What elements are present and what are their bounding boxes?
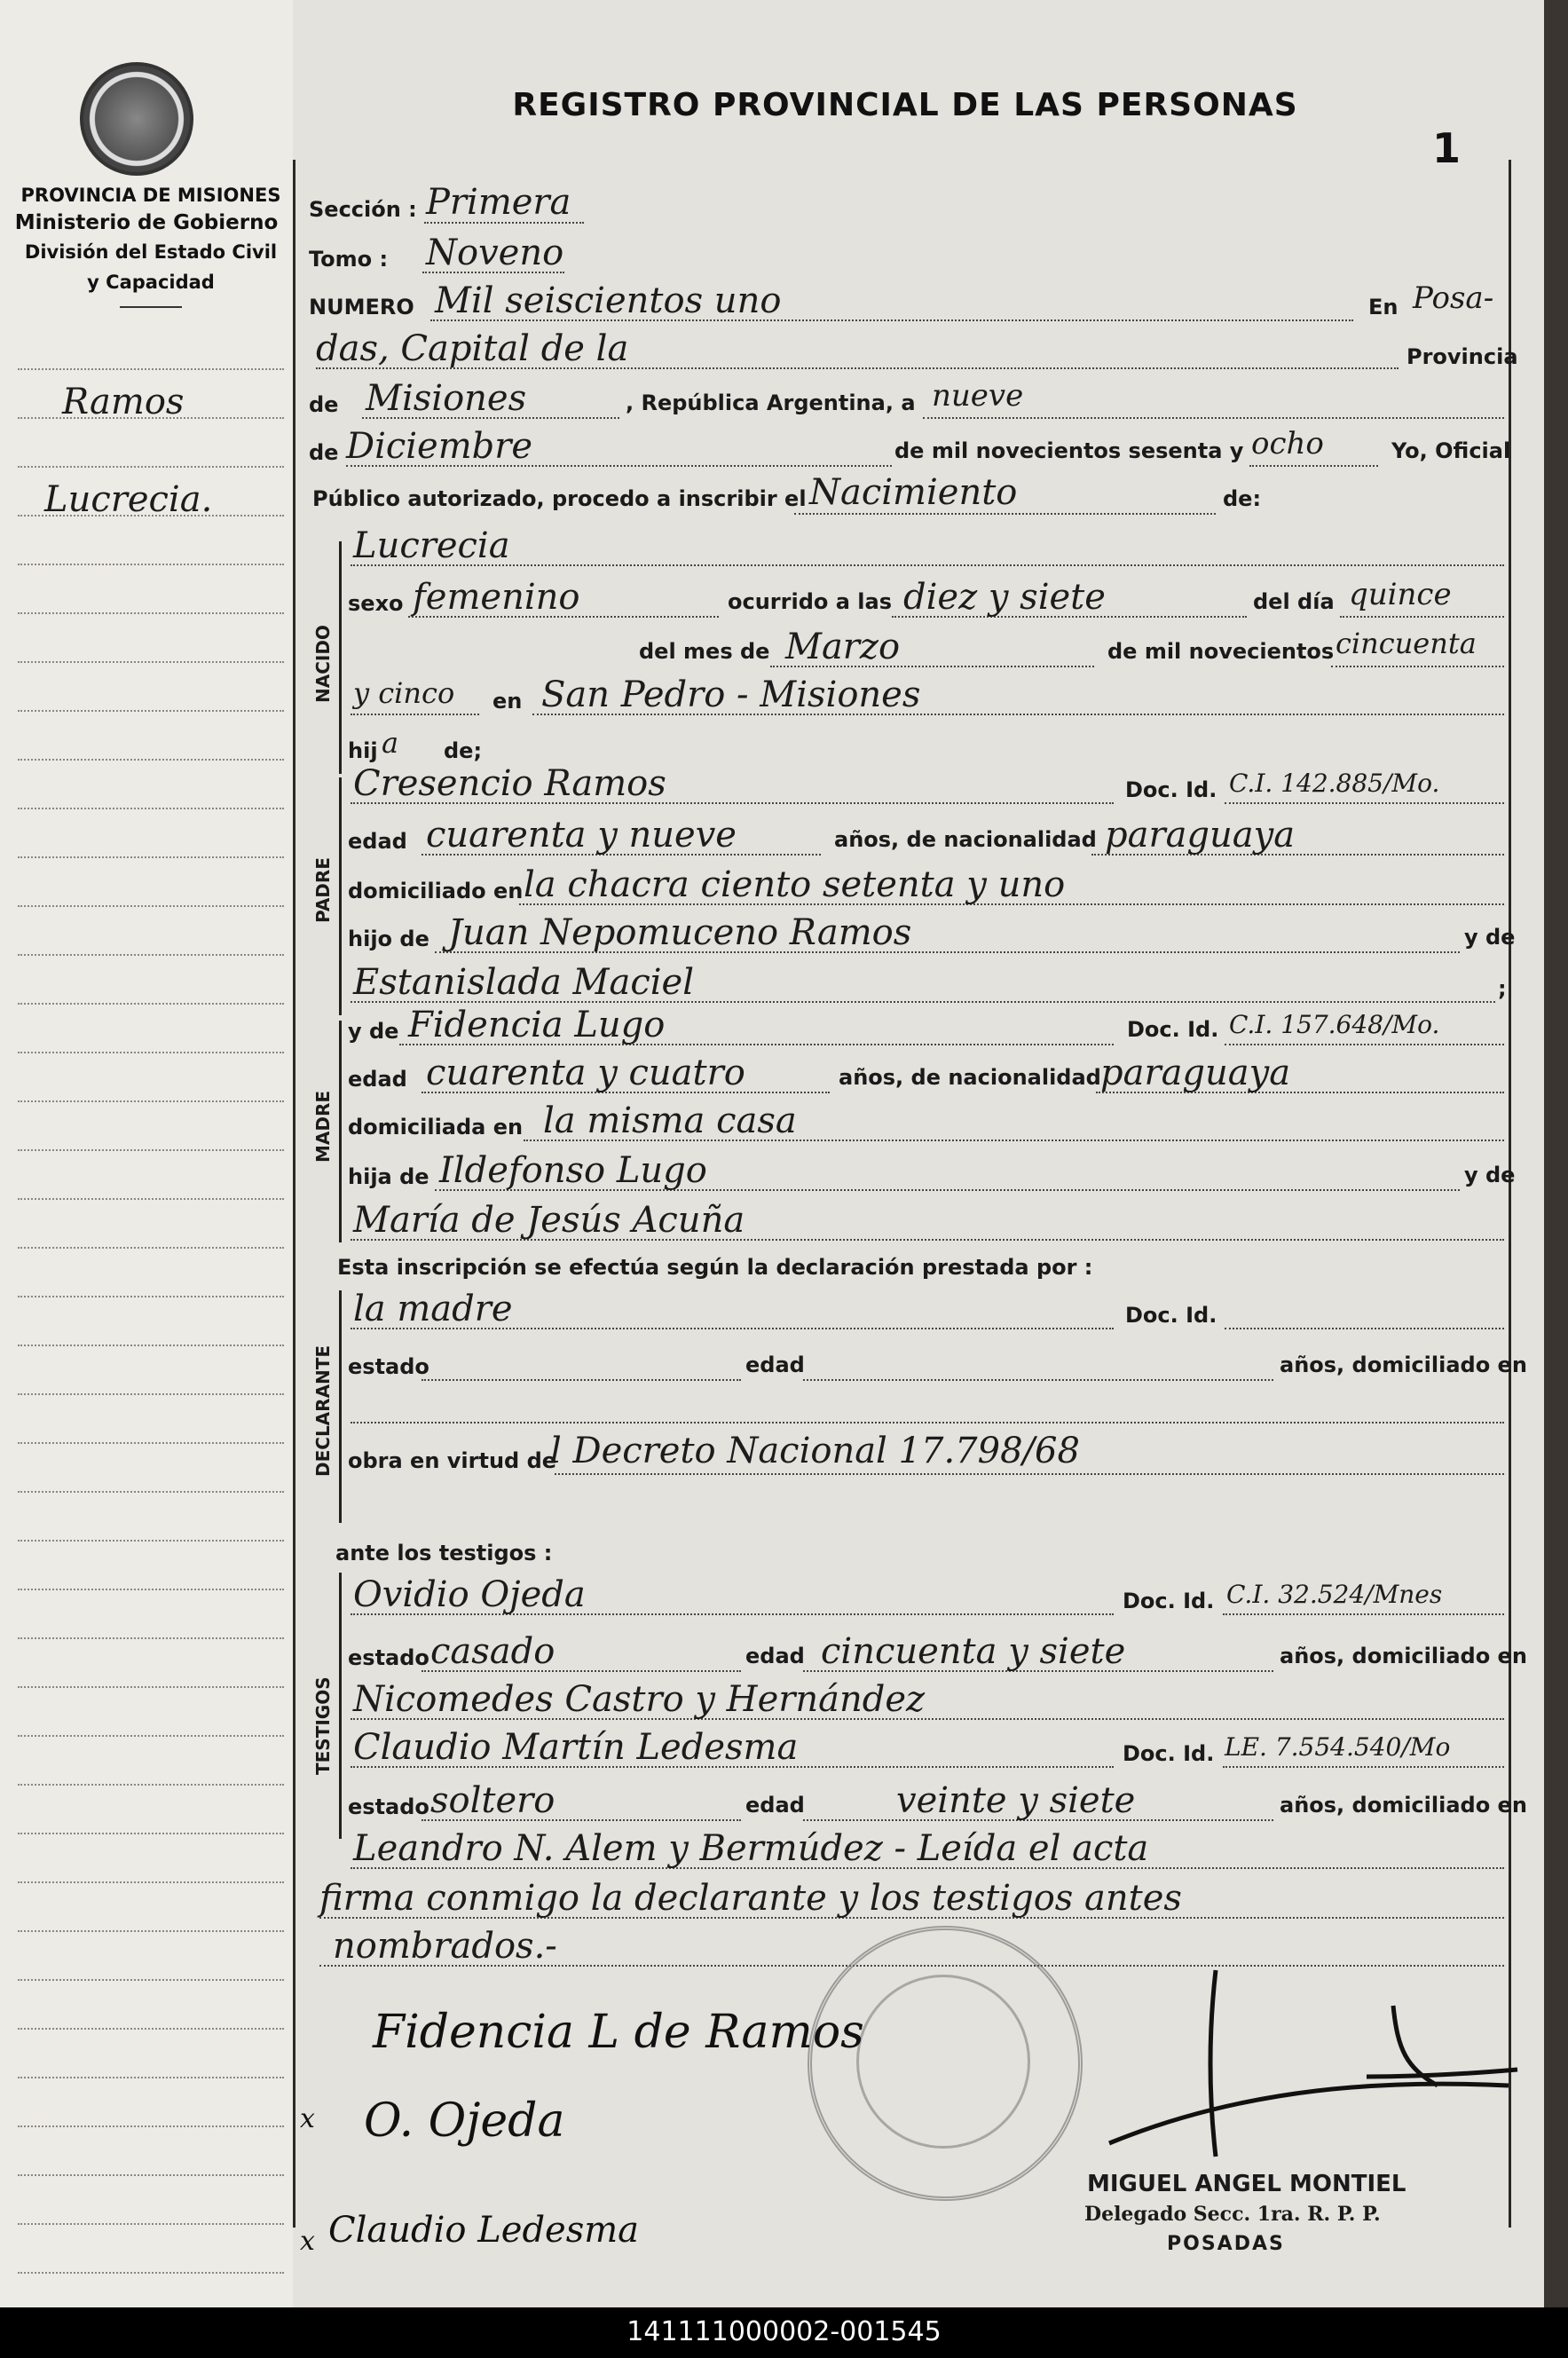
margin-rule-line: [18, 1930, 284, 1932]
margin-rule-line: [18, 1345, 284, 1346]
value-cierre-a: firma conmigo la declarante y los testigos antes: [319, 1878, 1182, 1919]
margin-rule-line: [18, 1393, 284, 1395]
page-number: 1: [1431, 124, 1461, 172]
value-testigo1-dom: Nicomedes Castro y Hernández: [353, 1679, 926, 1720]
margin-rule-line: [18, 1979, 284, 1981]
value-mes: Diciembre: [346, 426, 533, 467]
label-hijo-de: hijo de: [348, 927, 429, 951]
label-yo-oficial: Yo, Oficial: [1391, 438, 1511, 463]
label-del-mes: del mes de: [639, 639, 770, 664]
line-nombre: [351, 564, 1504, 566]
margin-given-name: Lucrecia.: [44, 479, 213, 520]
label-testigo2-edad: edad: [745, 1793, 805, 1818]
document-id: 141111000002-001545: [626, 2316, 942, 2347]
line-dia-nac: [1340, 616, 1504, 618]
margin-rule-line: [18, 954, 284, 956]
value-tomo: Noveno: [426, 233, 564, 273]
margin-rule-line: [18, 368, 284, 370]
label-padre-dom: domiciliado en: [348, 879, 524, 903]
value-abuelo-paterno: Juan Nepomuceno Ramos: [448, 912, 912, 953]
label-provincia: Provincia: [1406, 344, 1518, 369]
line-anio-nac-b: [351, 714, 479, 715]
declarante-bracket: [339, 1290, 342, 1523]
signature-mark-1: x: [300, 2103, 315, 2134]
official-signature-graphic: [976, 1952, 1526, 2183]
value-testigo2-dom: Leandro N. Alem y Bermúdez - Leída el acta: [353, 1828, 1149, 1869]
margin-rule-line: [18, 759, 284, 761]
label-tomo: Tomo :: [309, 247, 389, 272]
division-name: División del Estado Civil: [24, 241, 278, 263]
document-title: REGISTRO PROVINCIAL DE LAS PERSONAS: [512, 87, 1298, 123]
margin-rule-line: [18, 1881, 284, 1883]
value-mes-nac: Marzo: [785, 627, 901, 667]
line-padre-doc: [1225, 802, 1504, 804]
value-numero: Mil seiscientos uno: [435, 280, 782, 321]
label-madre-edad: edad: [348, 1067, 407, 1092]
line-acto: [794, 513, 1216, 515]
value-madre-nac: paraguaya: [1100, 1053, 1291, 1093]
label-semicolon: ;: [1498, 976, 1507, 1001]
label-padre-doc: Doc. Id.: [1125, 777, 1217, 802]
label-en-lugar: en: [492, 689, 523, 714]
margin-rule-line: [18, 1735, 284, 1737]
margin-rule-line: [18, 2223, 284, 2225]
label-de-mil: de mil novecientos sesenta y: [894, 438, 1244, 463]
value-madre-doc: C.I. 157.648/Mo.: [1229, 1010, 1440, 1039]
line-declarante-estado: [422, 1379, 741, 1381]
label-y-de-materno: y de: [1464, 1163, 1516, 1187]
official-name: MIGUEL ANGEL MONTIEL: [1087, 2171, 1406, 2197]
side-label-padre: PADRE: [312, 857, 334, 923]
label-publico: Público autorizado, procedo a inscribir el: [312, 486, 807, 511]
label-testigo1-dom: años, domiciliado en: [1280, 1644, 1527, 1668]
label-seccion: Sección :: [309, 197, 417, 222]
value-padre-doc: C.I. 142.885/Mo.: [1229, 769, 1440, 798]
division-capacity: y Capacidad: [87, 272, 215, 293]
value-madre-edad: cuarenta y cuatro: [426, 1053, 745, 1093]
margin-rule-line: [18, 466, 284, 468]
value-anio-nac-b: y cinco: [353, 676, 455, 710]
margin-rule-line: [18, 1637, 284, 1639]
label-testigo1-estado: estado: [348, 1645, 429, 1670]
margin-rule-line: [18, 1589, 284, 1590]
side-label-declarante: DECLARANTE: [312, 1345, 334, 1477]
margin-rule-line: [18, 1784, 284, 1786]
side-label-testigos: TESTIGOS: [312, 1676, 334, 1775]
margin-rule-line: [18, 1052, 284, 1053]
label-madre-nac: años, de nacionalidad: [839, 1065, 1101, 1090]
label-testigo2-doc: Doc. Id.: [1123, 1741, 1215, 1766]
label-hij: hij: [348, 738, 378, 763]
margin-rule-line: [18, 1491, 284, 1493]
province-seal-icon: [80, 62, 193, 176]
value-sexo: femenino: [413, 577, 580, 618]
label-y-de-madre: y de: [348, 1019, 399, 1044]
value-testigo2: Claudio Martín Ledesma: [353, 1727, 799, 1768]
label-sexo: sexo: [348, 591, 404, 616]
official-role: Delegado Secc. 1ra. R. P. P.: [1084, 2203, 1381, 2226]
label-de-mil-nov: de mil novecientos: [1107, 639, 1335, 664]
value-testigo2-estado: soltero: [430, 1780, 555, 1821]
label-declarante-doc: Doc. Id.: [1125, 1303, 1217, 1328]
margin-rule-line: [18, 1296, 284, 1297]
label-obra: obra en virtud de: [348, 1448, 557, 1473]
side-label-madre: MADRE: [312, 1090, 334, 1163]
value-cierre-b: nombrados.-: [333, 1926, 557, 1967]
line-obra: [555, 1473, 1504, 1475]
line-declarante-edad: [803, 1379, 1273, 1381]
margin-rule-line: [18, 1100, 284, 1102]
margin-rule-line: [18, 710, 284, 712]
margin-rule-line: [18, 1686, 284, 1688]
value-declarante: la madre: [353, 1289, 513, 1329]
value-testigo1: Ovidio Ojeda: [353, 1574, 586, 1615]
province-name: PROVINCIA DE MISIONES: [20, 185, 281, 206]
ministry-name: Ministerio de Gobierno: [14, 211, 279, 234]
side-label-nacido: NACIDO: [312, 625, 334, 703]
value-padre-dom: la chacra ciento setenta y uno: [524, 864, 1066, 905]
margin-rule-line: [18, 808, 284, 809]
left-border-line: [293, 160, 295, 2228]
value-provincia: Misiones: [366, 378, 527, 419]
value-padre-edad: cuarenta y nueve: [426, 815, 737, 856]
label-testigos: ante los testigos :: [335, 1541, 553, 1565]
value-madre-dom: la misma casa: [543, 1100, 797, 1141]
margin-surname: Ramos: [62, 382, 185, 422]
madre-bracket: [339, 1021, 342, 1242]
value-testigo2-edad: veinte y siete: [896, 1780, 1136, 1821]
right-border-line: [1509, 160, 1511, 2228]
label-numero: NUMERO: [309, 295, 414, 319]
line-testigo1-doc: [1223, 1613, 1504, 1615]
value-abuela-paterna: Estanislada Maciel: [353, 962, 695, 1003]
label-testigo2-estado: estado: [348, 1794, 429, 1819]
value-padre-nombre: Cresencio Ramos: [353, 763, 666, 804]
padre-bracket: [339, 777, 342, 1015]
value-dia-nac: quince: [1349, 577, 1452, 612]
header-divider: [120, 306, 182, 308]
line-declarante-dom: [351, 1422, 1504, 1423]
signature-testigo2: Claudio Ledesma: [328, 2210, 640, 2251]
label-declarante-edad: edad: [745, 1352, 805, 1377]
label-de-colon: de:: [1223, 486, 1262, 511]
value-testigo2-doc: LE. 7.554.540/Mo: [1225, 1732, 1451, 1762]
signature-mark-2: x: [300, 2226, 315, 2257]
value-dia: nueve: [932, 378, 1024, 414]
margin-rule-line: [18, 1003, 284, 1005]
line-madre-doc: [1225, 1044, 1504, 1045]
value-hora: diez y siete: [903, 577, 1106, 618]
margin-rule-line: [18, 2028, 284, 2030]
signature-declarante: Fidencia L de Ramos: [373, 2006, 864, 2059]
label-de-semi: de;: [444, 738, 483, 763]
label-testigo1-edad: edad: [745, 1644, 805, 1668]
margin-rule-line: [18, 856, 284, 858]
label-madre-dom: domiciliada en: [348, 1115, 524, 1140]
margin-rule-line: [18, 612, 284, 614]
margin-rule-line: [18, 1540, 284, 1542]
value-testigo1-estado: casado: [430, 1631, 555, 1672]
line-anio: [1249, 465, 1378, 467]
label-y-de-paterno: y de: [1464, 925, 1516, 950]
label-padre-nac: años, de nacionalidad: [834, 827, 1097, 852]
label-del-dia: del día: [1253, 589, 1335, 614]
value-abuelo-materno: Ildefonso Lugo: [439, 1150, 707, 1191]
label-testigo1-doc: Doc. Id.: [1123, 1589, 1215, 1613]
margin-rule-line: [18, 1198, 284, 1200]
margin-rule-line: [18, 2272, 284, 2274]
value-lugar-b: das, Capital de la: [316, 328, 629, 369]
value-acto: Nacimiento: [809, 472, 1018, 513]
value-hij-suffix: a: [382, 726, 399, 760]
value-anio-nac-a: cincuenta: [1336, 627, 1477, 660]
label-republica: , República Argentina, a: [626, 390, 916, 415]
margin-rule-line: [18, 2174, 284, 2176]
label-hija-de: hija de: [348, 1164, 429, 1189]
margin-rule-line: [18, 1149, 284, 1151]
margin-rule-line: [18, 1442, 284, 1444]
testigos-bracket: [339, 1573, 342, 1839]
value-testigo1-edad: cincuenta y siete: [821, 1631, 1126, 1672]
margin-rule-line: [18, 905, 284, 907]
margin-rule-line: [18, 2125, 284, 2127]
label-de-mes: de: [309, 440, 339, 465]
margin-column: [0, 0, 293, 2307]
line-dia: [923, 417, 1504, 419]
margin-rule-line: [18, 661, 284, 663]
label-declarante-estado: estado: [348, 1354, 429, 1379]
line-declarante-doc: [1225, 1328, 1504, 1329]
value-testigo1-doc: C.I. 32.524/Mnes: [1226, 1580, 1443, 1609]
label-madre-doc: Doc. Id.: [1127, 1017, 1219, 1042]
value-madre-nombre: Fidencia Lugo: [408, 1005, 666, 1045]
margin-rule-line: [18, 564, 284, 565]
value-anio: ocho: [1251, 426, 1324, 461]
margin-rule-line: [18, 1833, 284, 1834]
margin-rule-line: [18, 2077, 284, 2078]
value-lugar-nac: San Pedro - Misiones: [541, 674, 921, 715]
value-seccion: Primera: [426, 182, 571, 223]
signature-testigo1: O. Ojeda: [364, 2094, 565, 2148]
label-declarante-dom: años, domiciliado en: [1280, 1352, 1527, 1377]
label-de-provincia: de: [309, 392, 339, 417]
label-inscripcion: Esta inscripción se efectúa según la declaración prestada por :: [337, 1255, 1093, 1280]
value-lugar-a: Posa-: [1413, 280, 1494, 316]
label-testigo2-dom: años, domiciliado en: [1280, 1793, 1527, 1818]
nacido-bracket: [339, 541, 342, 774]
value-abuela-materna: María de Jesús Acuña: [353, 1200, 745, 1241]
label-ocurrido: ocurrido a las: [728, 589, 892, 614]
value-padre-nac: paraguaya: [1105, 815, 1296, 856]
official-city: POSADAS: [1167, 2233, 1285, 2255]
line-testigo2-doc: [1223, 1766, 1504, 1768]
label-en: En: [1368, 295, 1399, 319]
margin-rule-line: [18, 1247, 284, 1249]
line-anio-nac-a: [1331, 666, 1504, 667]
value-nombre: Lucrecia: [353, 525, 510, 566]
label-padre-edad: edad: [348, 829, 407, 854]
value-obra: l Decreto Nacional 17.798/68: [550, 1431, 1080, 1471]
